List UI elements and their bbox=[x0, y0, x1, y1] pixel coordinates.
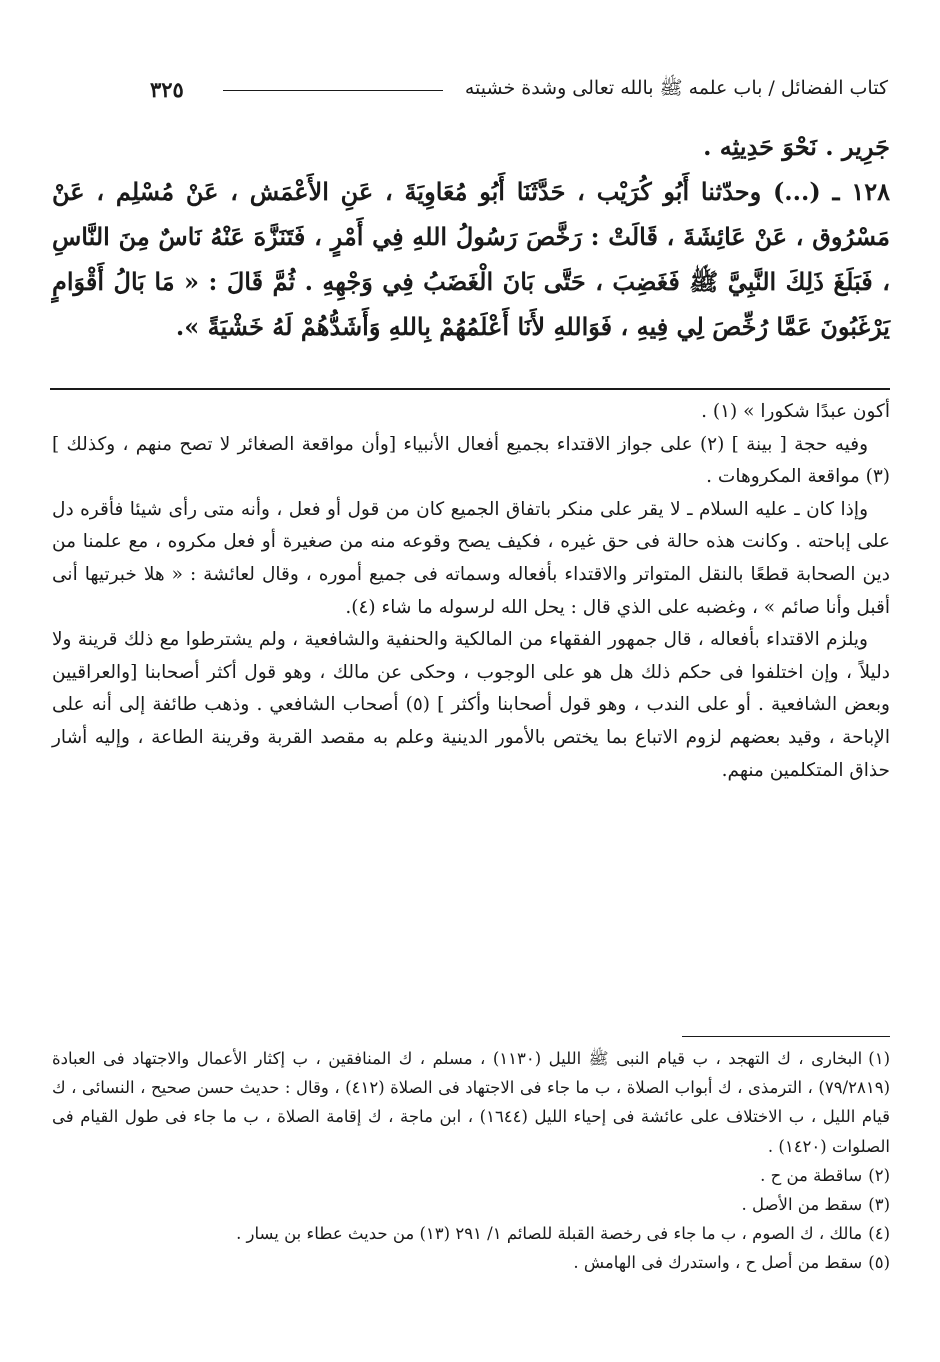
hadith-number: ١٢٨ ـ (...) bbox=[772, 177, 890, 206]
footnote-text: مالك ، ك الصوم ، ب ما جاء فى رخصة القبلة للصائم ١/ ٢٩١ (١٣) من حديث عطاء بن يسار . bbox=[236, 1224, 863, 1244]
footnote-marker: (٢) bbox=[868, 1165, 890, 1185]
footnote-1 bbox=[52, 1044, 890, 1161]
footnote-3 bbox=[52, 1190, 890, 1219]
hadith-previous-line: جَرِير . نَحْوَ حَدِيثِه . bbox=[703, 132, 890, 161]
running-header bbox=[150, 70, 888, 110]
footnote-marker: (٣) bbox=[868, 1195, 890, 1215]
hadith-text-block bbox=[52, 124, 890, 349]
commentary-block bbox=[52, 396, 890, 787]
hadith-paragraph bbox=[52, 169, 890, 349]
commentary-paragraph-3: وإذا كان ـ عليه السلام ـ لا يقر على منكر باتفاق الجميع كان من قول أو فعل ، وأنه متى رأى شيئا فأقره دل على إباحته . وكانت هذه حالة فى حق غيره ، فكيف يصح وقوعه منه من صغيرة أو فعل مكروه ، مع علمنا من دين الصحابة قطعًا بالنقل المتواتر والاقتداء بأفعاله وسماته فى جميع أموره ، وقال لعائشة : « هلا خبرتيها أنى أقبل وأنا صائم » ، وغضبه على الذي قال : يحل الله لرسوله ما شاء (٤). bbox=[52, 498, 890, 618]
page-number: ٣٢٥ bbox=[150, 77, 184, 102]
text-separator-rule bbox=[50, 388, 890, 390]
footnote-5 bbox=[52, 1248, 890, 1277]
footnote-marker: (٤) bbox=[868, 1224, 890, 1244]
footnote-rule bbox=[682, 1036, 890, 1037]
footnotes-block bbox=[52, 1044, 890, 1278]
footnote-marker: (٥) bbox=[868, 1253, 890, 1273]
header-rule bbox=[223, 90, 443, 91]
commentary-paragraph-1: أكون عبدًا شكورا » (١) . bbox=[701, 401, 890, 422]
footnote-4 bbox=[52, 1219, 890, 1248]
footnote-text: سقط من الأصل . bbox=[741, 1195, 863, 1215]
footnote-text: سقط من أصل ح ، واستدرك فى الهامش . bbox=[573, 1253, 863, 1273]
footnote-2 bbox=[52, 1161, 890, 1190]
hadith-body: وحدّثنا أَبُو كُرَيْب ، حَدَّثَنَا أَبُو مُعَاوِيَةَ ، عَنِ الأَعْمَش ، عَنْ مُسْلِم ، عَنْ مَسْرُوق ، عَنْ عَائِشَةَ ، قَالَتْ : رَخَّصَ رَسُولُ اللهِ فِي أَمْرٍ ، فَتَنَزَّهَ عَنْهُ نَاسٌ مِنَ النَّاسِ ، فَبَلَغَ ذَلِكَ النَّبِيَّ ﷺ فَغَضِبَ ، حَتَّى بَانَ الْغَضَبُ فِي وَجْهِهِ . ثُمَّ قَالَ : « مَا بَالُ أَقْوَامٍ يَرْغَبُونَ عَمَّا رُخِّصَ لِي فِيهِ ، فَوَاللهِ لأَنَا أَعْلَمُهُمْ بِاللهِ وَأَشَدُّهُمْ لَهُ خَشْيَةً ». bbox=[52, 177, 890, 341]
commentary-paragraph-2: وفيه حجة [ بينة ] (٢) على جواز الاقتداء بجميع أفعال الأنبياء [وأن مواقعة الصغائر لا تصح منهم ، وكذلك ] (٣) مواقعة المكروهات . bbox=[52, 433, 890, 488]
commentary-paragraph-4: ويلزم الاقتداء بأفعاله ، قال جمهور الفقهاء من المالكية والحنفية والشافعية ، ولم يشترطوا مع ذلك قرينة ولا دليلاً ، وإن اختلفوا فى حكم ذلك هل هو على الوجوب ، وحكى عن مالك ، وهو قول أكثر أصحابنا [والعراقيين وبعض الشافعية . أو على الندب ، وهو قول أصحابنا وأكثر ] (٥) أصحاب الشافعي . وذهب طائفة إلى أنه على الإباحة ، وقيد بعضهم لزوم الاتباع بما يختص بالأمور الدينية وعلم به مقصد القربة وقرينة الطاعة ، وإليه أشار حذاق المتكلمين منهم. bbox=[52, 629, 890, 781]
running-title: كتاب الفضائل / باب علمه ﷺ بالله تعالى وشدة خشيته bbox=[464, 77, 888, 99]
footnote-marker: (١) bbox=[868, 1049, 890, 1068]
footnote-text: ساقطة من ح . bbox=[760, 1165, 863, 1185]
footnote-text: البخارى ، ك التهجد ، ب قيام النبى ﷺ الليل (١١٣٠) ، مسلم ، ك المنافقين ، ب إكثار الأعمال والاجتهاد فى العبادة (٧٩/٢٨١٩) ، الترمذى ، ك أبواب الصلاة ، ب ما جاء فى الاجتهاد فى الصلاة (٤١٢) ، وقال : حديث حسن صحيح ، النسائى ، ك قيام الليل ، ب الاختلاف على عائشة فى إحياء الليل (١٦٤٤) ، ابن ماجة ، ك إقامة الصلاة ، ب ما جاء فى طول القيام فى الصلوات (١٤٢٠) . bbox=[52, 1049, 890, 1156]
